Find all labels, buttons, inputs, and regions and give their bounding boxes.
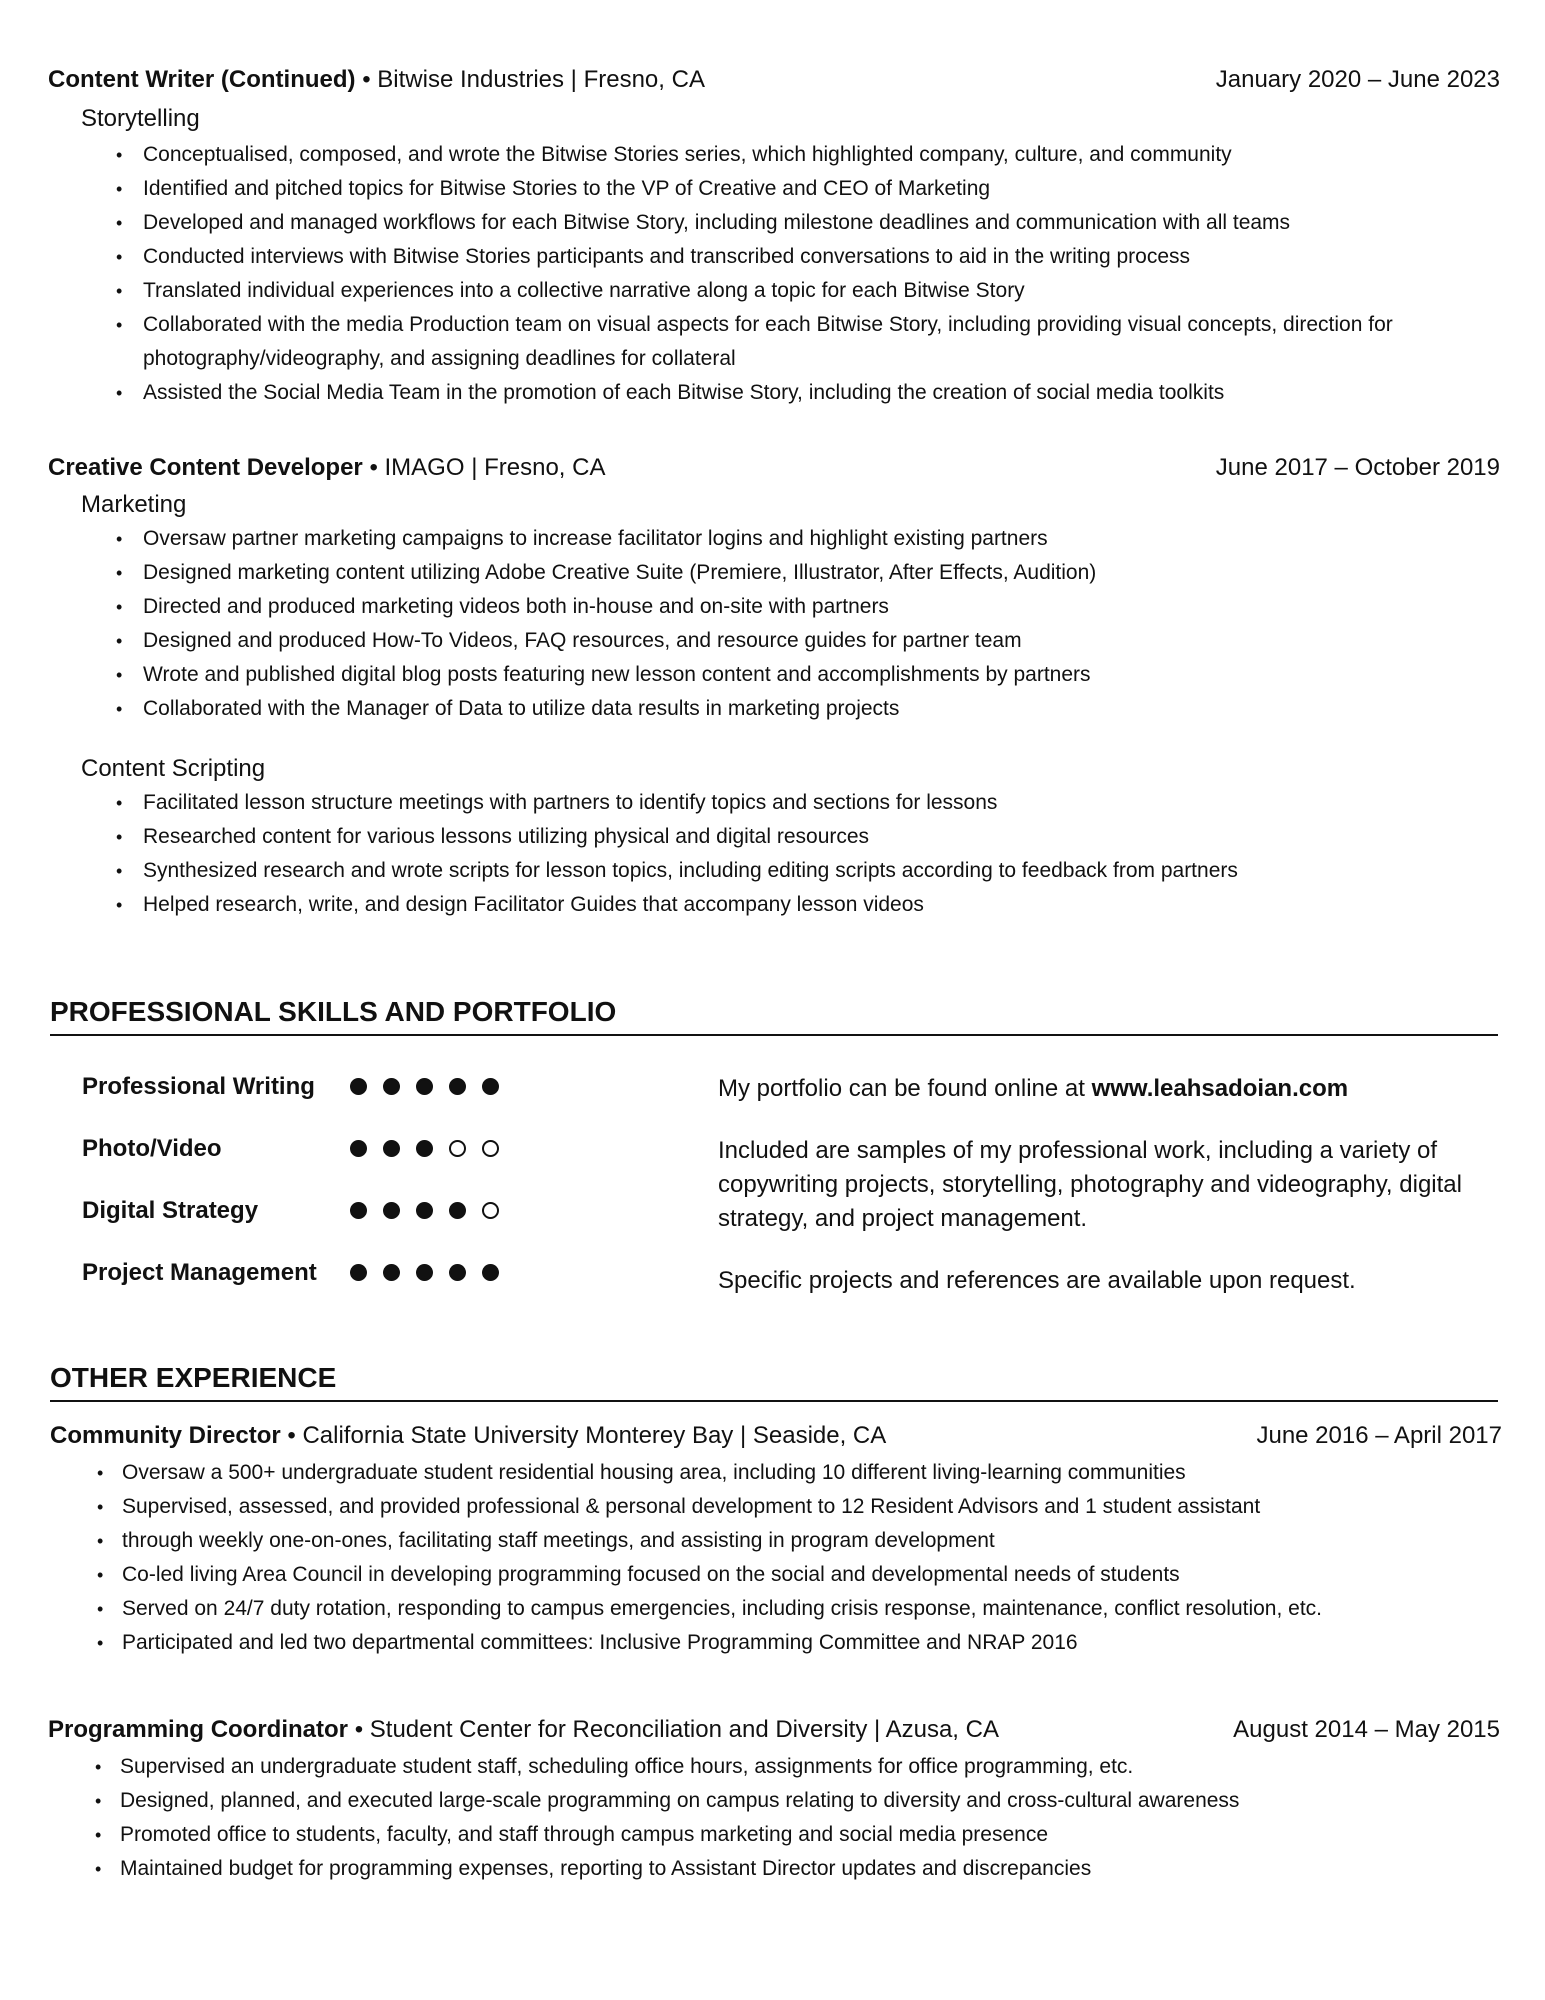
list-item: • Maintained budget for programming expenses, reporting to Assistant Director updates and discrepancies	[48, 1852, 1500, 1886]
bullet-list	[48, 1750, 1500, 1886]
job-content-writer	[48, 62, 1500, 410]
skill-name: Digital Strategy	[82, 1197, 259, 1224]
portfolio-samples: Included are samples of my professional work, including a variety of copywriting projects, storytelling, photography and videography, digital strategy, and project management.	[718, 1137, 1462, 1232]
job-header	[48, 62, 1500, 98]
portfolio-intro	[718, 1072, 1498, 1106]
job-title: Community Director	[50, 1422, 281, 1449]
job-dates: June 2016 – April 2017	[1256, 1422, 1502, 1449]
list-item: • Designed, planned, and executed large-scale programming on campus relating to diversity and cross-cultural awareness	[48, 1784, 1500, 1818]
job-header	[48, 1712, 1500, 1748]
rating-dot-filled	[449, 1264, 466, 1281]
job-dates: January 2020 – June 2023	[1215, 66, 1500, 93]
list-item: • Synthesized research and wrote scripts for lesson topics, including editing scripts according to feedback from partners	[48, 854, 1500, 888]
list-item: • Supervised an undergraduate student staff, scheduling office hours, assignments for office programming, etc.	[48, 1750, 1500, 1784]
list-item: • Directed and produced marketing videos both in-house and on-site with partners	[48, 590, 1500, 624]
list-item: • Collaborated with the media Production team on visual aspects for each Bitwise Story, including providing visual concepts, direction for photography/videography, and assigning deadlines for collateral	[48, 308, 1500, 376]
skill-name: Professional Writing	[82, 1073, 315, 1100]
section-heading-skills: PROFESSIONAL SKILLS AND PORTFOLIO	[50, 992, 1498, 1036]
list-item: • Wrote and published digital blog posts featuring new lesson content and accomplishments by partners	[48, 658, 1500, 692]
skill-row	[82, 1132, 642, 1194]
bullet-list	[48, 786, 1500, 922]
job-creative-content-developer	[48, 450, 1500, 922]
rating-dot-empty	[449, 1140, 466, 1157]
list-item: • Collaborated with the Manager of Data to utilize data results in marketing projects	[48, 692, 1500, 726]
list-item: • Assisted the Social Media Team in the promotion of each Bitwise Story, including the creation of social media toolkits	[48, 376, 1500, 410]
separator-dot: •	[362, 66, 378, 93]
list-item: • Facilitated lesson structure meetings with partners to identify topics and sections for lessons	[48, 786, 1500, 820]
list-item: • Promoted office to students, faculty, and staff through campus marketing and social media presence	[48, 1818, 1500, 1852]
skill-row	[82, 1070, 642, 1132]
job-org: Student Center for Reconciliation and Diversity | Azusa, CA	[369, 1716, 999, 1743]
job-dates: June 2017 – October 2019	[1215, 454, 1500, 481]
skill-row	[82, 1194, 642, 1256]
section-heading-other: OTHER EXPERIENCE	[50, 1358, 1498, 1402]
portfolio-blurb	[718, 1072, 1498, 1326]
list-item: • through weekly one-on-ones, facilitating staff meetings, and assisting in program development	[50, 1524, 1502, 1558]
job-header	[48, 450, 1500, 486]
bullet-list	[50, 1456, 1502, 1660]
portfolio-link[interactable]: www.leahsadoian.com	[1091, 1075, 1349, 1102]
list-item: • Designed marketing content utilizing Adobe Creative Suite (Premiere, Illustrator, After Effects, Audition)	[48, 556, 1500, 590]
job-title: Programming Coordinator	[48, 1716, 349, 1743]
job-subhead: Content Scripting	[81, 755, 266, 782]
job-community-director	[50, 1418, 1502, 1660]
job-org: Bitwise Industries | Fresno, CA	[377, 66, 705, 93]
job-subhead: Storytelling	[81, 105, 200, 132]
rating-dot-filled	[383, 1264, 400, 1281]
job-title: Content Writer (Continued)	[48, 66, 356, 93]
list-item: • Supervised, assessed, and provided professional & personal development to 12 Resident Advisors and 1 student assistant	[50, 1490, 1502, 1524]
skill-rating	[350, 1078, 499, 1095]
rating-dot-filled	[449, 1202, 466, 1219]
job-title: Creative Content Developer	[48, 454, 363, 481]
list-item: • Co-led living Area Council in developing programming focused on the social and developmental needs of students	[50, 1558, 1502, 1592]
job-org: IMAGO | Fresno, CA	[384, 454, 606, 481]
bullet-list	[48, 522, 1500, 726]
list-item: • Conceptualised, composed, and wrote the Bitwise Stories series, which highlighted company, culture, and community	[48, 138, 1500, 172]
skill-name: Project Management	[82, 1259, 317, 1286]
list-item: • Participated and led two departmental committees: Inclusive Programming Committee and NRAP 2016	[50, 1626, 1502, 1660]
list-item: • Translated individual experiences into a collective narrative along a topic for each Bitwise Story	[48, 274, 1500, 308]
rating-dot-filled	[416, 1202, 433, 1219]
portfolio-references: Specific projects and references are available upon request.	[718, 1267, 1356, 1294]
portfolio-intro-text: My portfolio can be found online at	[718, 1075, 1092, 1102]
list-item: • Researched content for various lessons utilizing physical and digital resources	[48, 820, 1500, 854]
rating-dot-filled	[350, 1264, 367, 1281]
list-item: • Oversaw a 500+ undergraduate student residential housing area, including 10 different living-learning communities	[50, 1456, 1502, 1490]
list-item: • Designed and produced How-To Videos, FAQ resources, and resource guides for partner team	[48, 624, 1500, 658]
rating-dot-empty	[482, 1140, 499, 1157]
list-item: • Oversaw partner marketing campaigns to increase facilitator logins and highlight existing partners	[48, 522, 1500, 556]
rating-dot-filled	[416, 1078, 433, 1095]
rating-dot-filled	[350, 1078, 367, 1095]
skill-rating	[350, 1264, 499, 1281]
rating-dot-filled	[416, 1264, 433, 1281]
job-subhead: Marketing	[81, 491, 187, 518]
rating-dot-filled	[383, 1140, 400, 1157]
skill-rating	[350, 1140, 499, 1157]
list-item: • Served on 24/7 duty rotation, responding to campus emergencies, including crisis response, maintenance, conflict resolution, etc.	[50, 1592, 1502, 1626]
bullet-list	[48, 138, 1500, 410]
job-header	[50, 1418, 1502, 1454]
separator-dot: •	[369, 454, 385, 481]
skills-list	[82, 1070, 642, 1318]
skill-name: Photo/Video	[82, 1135, 222, 1162]
skill-rating	[350, 1202, 499, 1219]
job-org: California State University Monterey Bay | Seaside, CA	[302, 1422, 887, 1449]
rating-dot-empty	[482, 1202, 499, 1219]
separator-dot: •	[287, 1422, 303, 1449]
job-programming-coordinator	[48, 1712, 1500, 1886]
rating-dot-filled	[482, 1078, 499, 1095]
rating-dot-filled	[416, 1140, 433, 1157]
rating-dot-filled	[383, 1202, 400, 1219]
rating-dot-filled	[350, 1202, 367, 1219]
list-item: • Identified and pitched topics for Bitwise Stories to the VP of Creative and CEO of Marketing	[48, 172, 1500, 206]
rating-dot-filled	[449, 1078, 466, 1095]
list-item: • Developed and managed workflows for each Bitwise Story, including milestone deadlines and communication with all teams	[48, 206, 1500, 240]
job-dates: August 2014 – May 2015	[1233, 1716, 1500, 1743]
rating-dot-filled	[350, 1140, 367, 1157]
skill-row	[82, 1256, 642, 1318]
rating-dot-filled	[482, 1264, 499, 1281]
rating-dot-filled	[383, 1078, 400, 1095]
list-item: • Helped research, write, and design Facilitator Guides that accompany lesson videos	[48, 888, 1500, 922]
separator-dot: •	[354, 1716, 370, 1743]
list-item: • Conducted interviews with Bitwise Stories participants and transcribed conversations to aid in the writing process	[48, 240, 1500, 274]
